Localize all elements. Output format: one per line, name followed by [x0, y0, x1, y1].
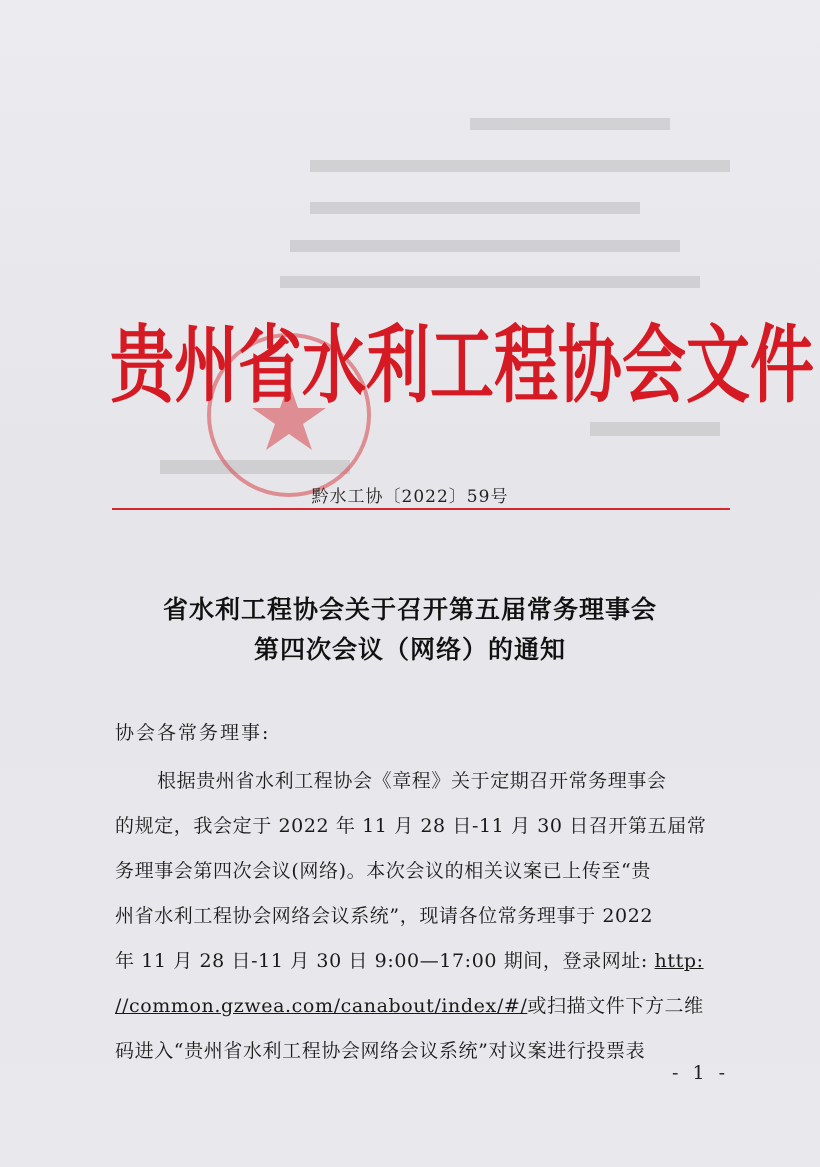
red-divider-rule: [112, 508, 730, 510]
page-number: - 1 -: [672, 1062, 730, 1084]
masthead-title: 贵州省水利工程协会文件: [110, 317, 814, 416]
bleed-through-texture: [0, 0, 820, 520]
body-line-7: 码进入“贵州省水利工程协会网络会议系统”对议案进行投票表: [115, 1040, 646, 1062]
body-line-6-text: 或扫描文件下方二维: [527, 995, 704, 1017]
body-line-5-text: 年 11 月 28 日-11 月 30 日 9:00—17:00 期间，登录网址:: [115, 950, 655, 972]
body-line-3: 务理事会第四次会议(网络)。本次会议的相关议案已上传至“贵: [115, 860, 651, 882]
meeting-url-link-part-1[interactable]: http:: [654, 950, 704, 972]
body-line-1: 根据贵州省水利工程协会《章程》关于定期召开常务理事会: [157, 770, 667, 792]
salutation: 协会各常务理事:: [115, 722, 271, 744]
body-line-2: 的规定，我会定于 2022 年 11 月 28 日-11 月 30 日召开第五届常: [115, 815, 707, 837]
document-number: 黔水工协〔2022〕59号: [311, 487, 509, 507]
body-line-5: [115, 946, 725, 973]
meeting-url-link-part-2[interactable]: //common.gzwea.com/canabout/index/#/: [115, 995, 528, 1017]
notice-title-line-1: 省水利工程协会关于召开第五届常务理事会: [162, 595, 657, 624]
body-line-6: [115, 991, 725, 1018]
notice-title-line-2: 第四次会议（网络）的通知: [253, 635, 566, 664]
body-line-4: 州省水利工程协会网络会议系统”，现请各位常务理事于 2022: [115, 905, 654, 927]
